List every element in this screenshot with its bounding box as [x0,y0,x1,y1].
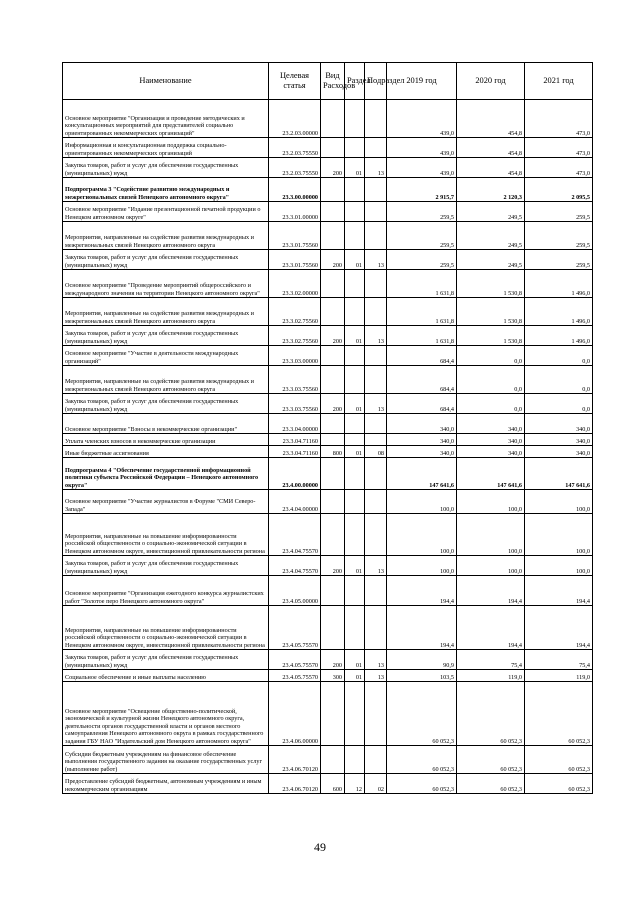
cell-expense-type [321,298,345,326]
cell-2019: 194,4 [387,606,457,650]
cell-2019: 684,4 [387,394,457,414]
cell-2020: 60 052,3 [457,774,525,794]
cell-2021: 194,4 [525,606,593,650]
cell-section: 01 [345,650,365,670]
cell-target-article: 23.3.01.75560 [269,250,321,270]
cell-expense-type: 600 [321,774,345,794]
cell-target-article: 23.4.05.75570 [269,670,321,682]
cell-name: Мероприятия, направленные на содействие развития международных и межрегиональных связей Ненецкого автономного округа [63,298,269,326]
cell-section [345,746,365,774]
cell-2020: 60 052,3 [457,682,525,746]
cell-subsection [365,682,387,746]
cell-name: Основное мероприятие "Взносы в некоммерческие организации" [63,414,269,434]
table-row [63,682,593,746]
cell-target-article: 23.4.05.75570 [269,650,321,670]
cell-target-article: 23.3.02.75560 [269,298,321,326]
cell-target-article: 23.3.03.75560 [269,394,321,414]
cell-2020: 249,5 [457,202,525,222]
header-2021: 2021 год [525,63,593,100]
header-2020: 2020 год [457,63,525,100]
cell-subsection: 13 [365,394,387,414]
cell-2020: 340,0 [457,414,525,434]
cell-2019: 1 631,8 [387,270,457,298]
cell-2020: 340,0 [457,446,525,458]
cell-target-article: 23.4.04.00000 [269,490,321,514]
cell-expense-type [321,270,345,298]
cell-section: 01 [345,250,365,270]
cell-target-article: 23.4.06.70120 [269,774,321,794]
cell-subsection [365,222,387,250]
cell-name: Закупка товаров, работ и услуг для обеспечения государственных (муниципальных) нужд [63,650,269,670]
cell-2020: 147 641,6 [457,458,525,490]
cell-section: 01 [345,556,365,576]
cell-2021: 60 052,3 [525,774,593,794]
cell-subsection [365,202,387,222]
cell-section [345,576,365,606]
cell-name: Подпрограмма 3 "Содействие развитию международных и межрегиональных связей Ненецкого автономного округа" [63,178,269,202]
cell-2021: 194,4 [525,576,593,606]
cell-section: 12 [345,774,365,794]
table-header-row [63,63,593,100]
cell-2021: 0,0 [525,394,593,414]
cell-2019: 684,4 [387,366,457,394]
cell-2019: 340,0 [387,434,457,446]
header-2019: 2019 год [387,63,457,100]
cell-2020: 0,0 [457,346,525,366]
header-expense-type: Вид Расходов [321,63,345,100]
cell-section [345,682,365,746]
header-name: Наименование [63,63,269,100]
cell-target-article: 23.3.01.75560 [269,222,321,250]
cell-2021: 75,4 [525,650,593,670]
cell-2019: 60 052,3 [387,682,457,746]
cell-name: Субсидии бюджетным учреждениям на финансовое обеспечение выполнения государственного задания на оказание государственных услуг (выполнение работ) [63,746,269,774]
cell-2020: 75,4 [457,650,525,670]
cell-section: 01 [345,326,365,346]
cell-subsection [365,576,387,606]
table-row [63,650,593,670]
table-row [63,514,593,556]
cell-name: Предоставление субсидий бюджетным, автономным учреждениям и иным некоммерческим организациям [63,774,269,794]
cell-name: Основное мероприятие "Освещение общественно-политической, экономической и культурной жизни Ненецкого автономного округа, деятельности органов государственной власти и органов местного самоуправления Ненецкого автономного округа в рамках государственного задания ГБУ НАО "Издательский дом Ненецкого автономного округа" [63,682,269,746]
cell-2019: 340,0 [387,446,457,458]
cell-expense-type [321,458,345,490]
cell-name: Подпрограмма 4 "Обеспечение государственной информационной политики субъекта Российской Федерации – Ненецкого автономного округа" [63,458,269,490]
cell-subsection [365,138,387,158]
cell-2021: 473,0 [525,100,593,138]
cell-name: Мероприятия, направленные на повышение информированности российской общественности о социально-экономической ситуации в Ненецком автономном округе, инвестиционной привлекательности региона [63,514,269,556]
cell-2021: 2 095,5 [525,178,593,202]
header-subsection: Подраздел [365,63,387,100]
cell-section [345,178,365,202]
cell-target-article: 23.3.02.75560 [269,326,321,346]
cell-subsection [365,100,387,138]
table-row [63,556,593,576]
cell-section [345,434,365,446]
cell-subsection [365,414,387,434]
cell-section [345,490,365,514]
cell-2021: 0,0 [525,366,593,394]
cell-2021: 100,0 [525,490,593,514]
cell-expense-type [321,138,345,158]
cell-expense-type: 200 [321,556,345,576]
table-row [63,222,593,250]
cell-subsection: 13 [365,670,387,682]
cell-2020: 249,5 [457,222,525,250]
cell-subsection: 08 [365,446,387,458]
cell-section [345,606,365,650]
cell-section [345,270,365,298]
cell-target-article: 23.3.01.00000 [269,202,321,222]
cell-expense-type [321,746,345,774]
cell-section [345,514,365,556]
cell-2019: 340,0 [387,414,457,434]
cell-section [345,346,365,366]
cell-2020: 454,8 [457,100,525,138]
table-row [63,326,593,346]
cell-expense-type [321,514,345,556]
cell-name: Закупка товаров, работ и услуг для обеспечения государственных (муниципальных) нужд [63,326,269,346]
cell-2019: 100,0 [387,514,457,556]
cell-2019: 100,0 [387,556,457,576]
cell-name: Мероприятия, направленные на содействие развития международных и межрегиональных связей Ненецкого автономного округа [63,366,269,394]
cell-name: Основное мероприятие "Организация ежегодного конкурса журналистских работ "Золотое перо Ненецкого автономного округа" [63,576,269,606]
cell-2020: 1 530,8 [457,270,525,298]
cell-2020: 249,5 [457,250,525,270]
cell-name: Социальное обеспечение и иные выплаты населению [63,670,269,682]
cell-expense-type [321,606,345,650]
cell-2020: 2 120,3 [457,178,525,202]
cell-2021: 100,0 [525,514,593,556]
page-number: 49 [314,840,326,854]
table-row [63,202,593,222]
cell-name: Основное мероприятие "Издание презентационной печатной продукции о Ненецком автономном округе" [63,202,269,222]
cell-subsection: 13 [365,556,387,576]
cell-subsection [365,490,387,514]
cell-expense-type [321,222,345,250]
cell-2019: 60 052,3 [387,746,457,774]
cell-section [345,298,365,326]
cell-2020: 0,0 [457,394,525,414]
cell-name: Мероприятия, направленные на содействие развития международных и межрегиональных связей Ненецкого автономного округа [63,222,269,250]
cell-expense-type [321,366,345,394]
cell-section [345,458,365,490]
cell-target-article: 23.4.04.75570 [269,556,321,576]
cell-2021: 1 496,0 [525,326,593,346]
cell-target-article: 23.2.03.75550 [269,158,321,178]
cell-expense-type [321,178,345,202]
cell-name: Основное мероприятие "Участие в деятельности международных организаций" [63,346,269,366]
cell-2021: 1 496,0 [525,298,593,326]
cell-subsection [365,458,387,490]
cell-subsection [365,606,387,650]
cell-2019: 100,0 [387,490,457,514]
cell-2019: 2 915,7 [387,178,457,202]
cell-2019: 194,4 [387,576,457,606]
cell-2020: 100,0 [457,514,525,556]
cell-target-article: 23.4.00.00000 [269,458,321,490]
cell-2019: 439,0 [387,138,457,158]
table-row [63,414,593,434]
cell-subsection: 13 [365,650,387,670]
cell-2021: 259,5 [525,250,593,270]
table-row [63,394,593,414]
cell-section [345,100,365,138]
cell-section [345,138,365,158]
cell-2021: 60 052,3 [525,682,593,746]
cell-target-article: 23.3.04.00000 [269,414,321,434]
header-section: Раздел [345,63,365,100]
table-row [63,446,593,458]
cell-name: Закупка товаров, работ и услуг для обеспечения государственных (муниципальных) нужд [63,394,269,414]
cell-2021: 119,0 [525,670,593,682]
cell-2021: 340,0 [525,434,593,446]
cell-2020: 1 530,8 [457,298,525,326]
cell-2021: 100,0 [525,556,593,576]
cell-target-article: 23.2.03.75550 [269,138,321,158]
table-row [63,434,593,446]
table-row [63,576,593,606]
cell-target-article: 23.4.06.70120 [269,746,321,774]
cell-2019: 259,5 [387,202,457,222]
cell-2019: 90,9 [387,650,457,670]
cell-name: Основное мероприятие "Проведение мероприятий общероссийского и международного значения на территории Ненецкого автономного округа" [63,270,269,298]
cell-subsection [365,746,387,774]
table-row [63,774,593,794]
cell-target-article: 23.2.03.00000 [269,100,321,138]
cell-target-article: 23.3.04.71160 [269,434,321,446]
cell-2021: 259,5 [525,222,593,250]
cell-section: 01 [345,394,365,414]
cell-target-article: 23.4.06.00000 [269,682,321,746]
cell-subsection [365,514,387,556]
cell-2020: 100,0 [457,490,525,514]
table-row [63,100,593,138]
cell-2020: 1 530,8 [457,326,525,346]
cell-name: Мероприятия, направленные на повышение информированности российской общественности о социально-экономической ситуации в Ненецком автономном округе, инвестиционной привлекательности региона [63,606,269,650]
cell-section [345,222,365,250]
cell-2019: 103,5 [387,670,457,682]
cell-name: Информационная и консультационная поддержка социально-ориентированных некоммерческих организаций [63,138,269,158]
table-row [63,606,593,650]
cell-subsection [365,434,387,446]
cell-subsection [365,298,387,326]
cell-expense-type: 200 [321,250,345,270]
cell-2021: 340,0 [525,446,593,458]
cell-expense-type: 200 [321,394,345,414]
cell-2020: 119,0 [457,670,525,682]
cell-subsection [365,178,387,202]
cell-subsection [365,346,387,366]
table-body [63,100,593,794]
cell-2021: 473,0 [525,158,593,178]
cell-name: Основное мероприятие "Участие журналистов в Форуме "СМИ Северо-Запада" [63,490,269,514]
table-row [63,250,593,270]
table-row [63,366,593,394]
cell-section: 01 [345,446,365,458]
cell-target-article: 23.3.03.00000 [269,346,321,366]
cell-target-article: 23.3.03.75560 [269,366,321,394]
cell-target-article: 23.3.04.71160 [269,446,321,458]
cell-2020: 454,8 [457,138,525,158]
table-row [63,346,593,366]
cell-expense-type: 200 [321,326,345,346]
cell-target-article: 23.3.00.00000 [269,178,321,202]
budget-table [62,62,593,794]
cell-2019: 439,0 [387,158,457,178]
cell-2020: 0,0 [457,366,525,394]
cell-target-article: 23.4.05.75570 [269,606,321,650]
cell-subsection [365,270,387,298]
cell-2019: 60 052,3 [387,774,457,794]
cell-expense-type [321,434,345,446]
cell-2019: 439,0 [387,100,457,138]
cell-name: Закупка товаров, работ и услуг для обеспечения государственных (муниципальных) нужд [63,556,269,576]
cell-expense-type: 200 [321,650,345,670]
table-row [63,458,593,490]
cell-2021: 147 641,6 [525,458,593,490]
cell-2019: 1 631,8 [387,326,457,346]
cell-name: Закупка товаров, работ и услуг для обеспечения государственных (муниципальных) нужд [63,250,269,270]
cell-section [345,414,365,434]
cell-expense-type [321,682,345,746]
cell-expense-type [321,346,345,366]
cell-2021: 340,0 [525,414,593,434]
header-target-article: Целевая статья [269,63,321,100]
cell-target-article: 23.4.05.00000 [269,576,321,606]
cell-2020: 60 052,3 [457,746,525,774]
cell-2020: 340,0 [457,434,525,446]
cell-expense-type: 800 [321,446,345,458]
table-row [63,270,593,298]
cell-expense-type: 200 [321,158,345,178]
cell-name: Основное мероприятие "Организация и проведение методических и консультационных мероприятий для представителей социально ориентированных некоммерческих организаций" [63,100,269,138]
cell-section: 01 [345,670,365,682]
cell-2021: 1 496,0 [525,270,593,298]
cell-expense-type [321,414,345,434]
cell-name: Уплата членских взносов в некоммерческие организации [63,434,269,446]
cell-2021: 60 052,3 [525,746,593,774]
table-row [63,746,593,774]
table-row [63,178,593,202]
table-row [63,138,593,158]
cell-2019: 684,4 [387,346,457,366]
cell-subsection [365,366,387,394]
cell-target-article: 23.4.04.75570 [269,514,321,556]
cell-2020: 194,4 [457,576,525,606]
cell-section [345,366,365,394]
cell-2019: 259,5 [387,222,457,250]
table-row [63,158,593,178]
cell-subsection: 13 [365,326,387,346]
cell-expense-type: 300 [321,670,345,682]
cell-2020: 454,8 [457,158,525,178]
cell-section: 01 [345,158,365,178]
cell-2020: 194,4 [457,606,525,650]
cell-2020: 100,0 [457,556,525,576]
cell-name: Иные бюджетные ассигнования [63,446,269,458]
table-row [63,298,593,326]
table-row [63,490,593,514]
cell-2019: 147 641,6 [387,458,457,490]
cell-expense-type [321,202,345,222]
cell-expense-type [321,576,345,606]
cell-target-article: 23.3.02.00000 [269,270,321,298]
cell-expense-type [321,100,345,138]
cell-2019: 259,5 [387,250,457,270]
cell-subsection: 13 [365,158,387,178]
cell-subsection: 13 [365,250,387,270]
cell-2021: 473,0 [525,138,593,158]
table-row [63,670,593,682]
cell-section [345,202,365,222]
cell-name: Закупка товаров, работ и услуг для обеспечения государственных (муниципальных) нужд [63,158,269,178]
cell-2019: 1 631,8 [387,298,457,326]
cell-2021: 0,0 [525,346,593,366]
cell-subsection: 02 [365,774,387,794]
cell-2021: 259,5 [525,202,593,222]
cell-expense-type [321,490,345,514]
